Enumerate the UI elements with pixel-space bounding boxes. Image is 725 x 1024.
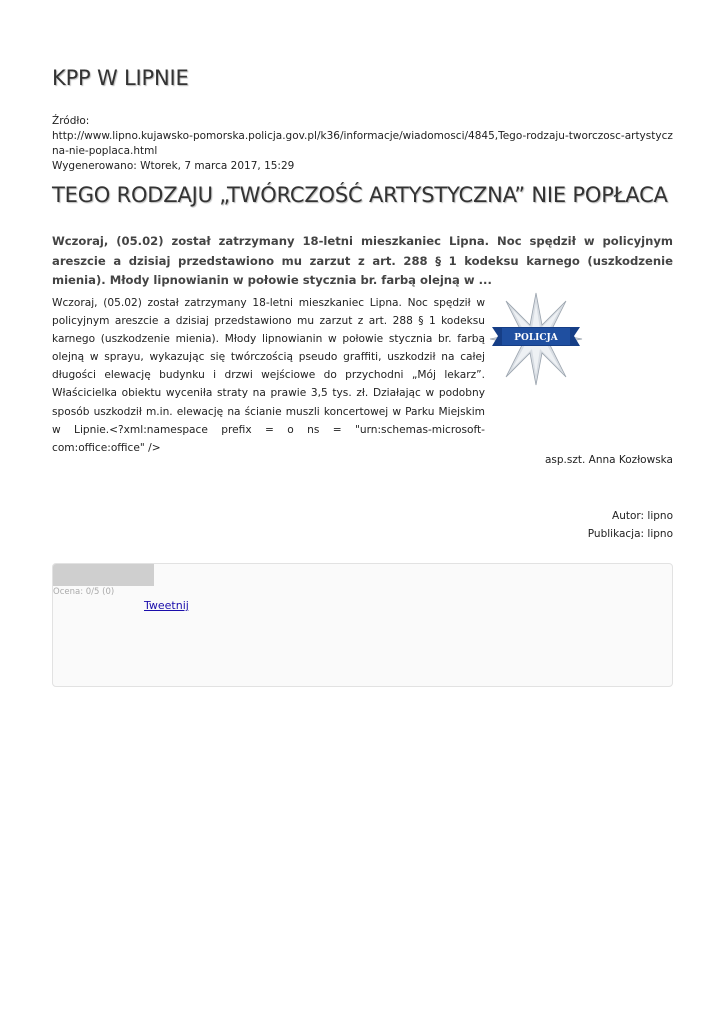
rating-share-box [52, 563, 673, 687]
article-title: TEGO RODZAJU „TWÓRCZOŚĆ ARTYSTYCZNA” NIE POPŁACA [52, 183, 668, 207]
logo-text: POLICJA [514, 333, 558, 343]
author-info [588, 507, 673, 543]
rating-text: Ocena: 0/5 (0) [53, 587, 115, 597]
tweet-link[interactable]: Tweetnij [144, 599, 189, 612]
police-star-logo [489, 292, 583, 386]
generated-date: Wygenerowano: Wtorek, 7 marca 2017, 15:29 [52, 160, 295, 172]
source-label: Źródło: [52, 115, 90, 127]
rating-stars-bar[interactable] [53, 564, 154, 586]
publication-line: Publikacja: lipno [587, 528, 673, 540]
article-lead: Wczoraj, (05.02) został zatrzymany 18-letni mieszkaniec Lipna. Noc spędził w policyjnym areszcie a dzisiaj przedstawiono mu zarzut z art. 288 § 1 kodeksu karnego (uszkodzenie mienia). Młody lipnowianin w połowie stycznia br. farbą olejną w ... [52, 234, 673, 287]
source-meta [52, 114, 673, 174]
article-signature: asp.szt. Anna Kozłowska [544, 454, 673, 466]
source-url: http://www.lipno.kujawsko-pomorska.policja.gov.pl/k36/informacje/wiadomosci/4845,Tego-rodzaju-tworczosc-artystyczna-nie-poplaca.html [52, 130, 673, 157]
author-line: Autor: lipno [612, 510, 673, 522]
site-title: KPP W LIPNIE [52, 66, 189, 90]
article-body: Wczoraj, (05.02) został zatrzymany 18-letni mieszkaniec Lipna. Noc spędził w policyjnym areszcie a dzisiaj przedstawiono mu zarzut z art. 288 § 1 kodeksu karnego (uszkodzenie mienia). Młody lipnowianin w połowie stycznia br. farbą olejną w sprayu, wykazując się twórczością pseudo graffiti, uszkodził na całej długości elewację budynku i drzwi wejściowe do przychodni „Mój lekarz”. Właścicielka obiektu wyceniła straty na prawie 3,5 tys. zł. Działając w podobny sposób uszkodził m.in. elewację na ścianie muszli koncertowej w Parku Miejskim w Lipnie.<?xml:namespace prefix = o ns = "urn:schemas-microsoft-com:office:office" /> [52, 297, 485, 454]
